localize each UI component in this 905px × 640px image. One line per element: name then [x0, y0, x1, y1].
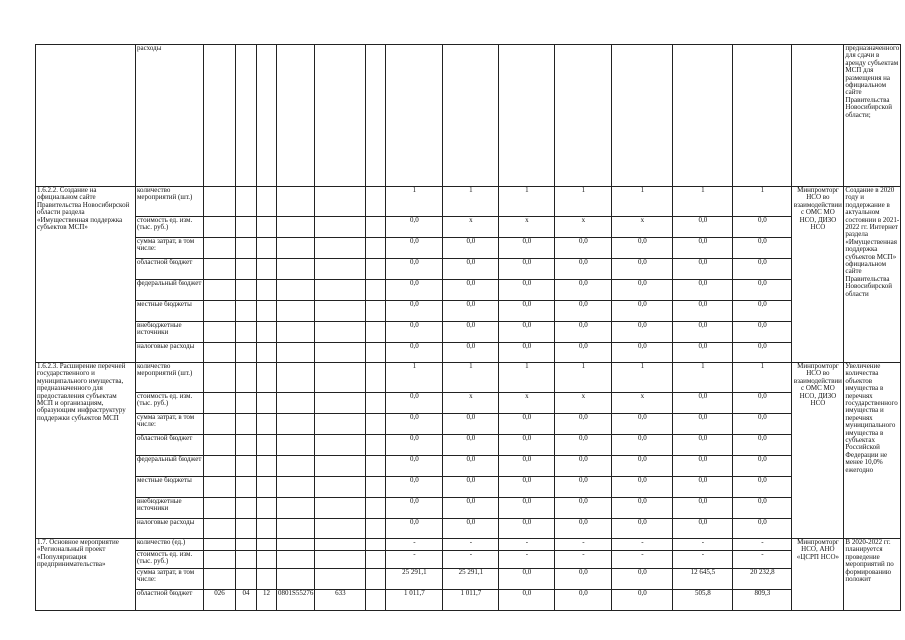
- value-cell: 0,0: [733, 217, 792, 238]
- value-cell: -: [612, 539, 673, 551]
- table-row: [36, 343, 901, 363]
- table-row: [36, 456, 901, 477]
- value-cell: -: [673, 551, 733, 569]
- value-cell: 0,0: [555, 238, 612, 259]
- code-cell: [315, 519, 366, 539]
- code-cell: [257, 217, 277, 238]
- code-cell: [315, 569, 366, 590]
- value-cell: 0,0: [555, 259, 612, 280]
- table-row: [36, 45, 901, 187]
- code-cell: [236, 456, 257, 477]
- code-cell: [236, 259, 257, 280]
- value-cell: 0,0: [612, 435, 673, 456]
- value-cell: 0,0: [673, 301, 733, 322]
- code-cell: [257, 301, 277, 322]
- code-cell: [257, 414, 277, 435]
- value-cell: 0,0: [443, 414, 499, 435]
- row-name-cell: [36, 45, 136, 187]
- code-cell: 633: [315, 590, 366, 611]
- code-cell: [277, 301, 315, 322]
- value-cell: 0,0: [386, 259, 443, 280]
- indicator-cell: местные бюджеты: [136, 301, 204, 322]
- code-cell: [315, 238, 366, 259]
- value-cell: 0,0: [733, 498, 792, 519]
- value-cell: 0,0: [499, 477, 555, 498]
- value-cell: 0,0: [443, 322, 499, 343]
- value-cell: 0,0: [612, 238, 673, 259]
- value-cell: -: [555, 551, 612, 569]
- value-cell: 0,0: [612, 456, 673, 477]
- value-cell: 25 291,1: [386, 569, 443, 590]
- value-cell: 0,0: [612, 590, 673, 611]
- code-cell: [257, 259, 277, 280]
- value-cell: 0,0: [555, 301, 612, 322]
- note-cell: В 2020-2022 гг. планируется проведение мероприятий по формированию положит: [844, 539, 901, 611]
- indicator-cell: стоимость ед. изм. (тыс. руб.): [136, 217, 204, 238]
- value-cell: 0,0: [555, 590, 612, 611]
- table-row: [36, 477, 901, 498]
- value-cell: x: [499, 217, 555, 238]
- value-cell: 0,0: [443, 456, 499, 477]
- indicator-cell: сумма затрат, в том числе:: [136, 569, 204, 590]
- code-cell: [204, 393, 236, 414]
- code-cell: [236, 477, 257, 498]
- table-row: [36, 187, 901, 217]
- value-cell: 0,0: [612, 301, 673, 322]
- value-cell: 1: [555, 187, 612, 217]
- code-cell: [257, 393, 277, 414]
- table-row: [36, 590, 901, 611]
- code-cell: [315, 414, 366, 435]
- code-cell: [277, 363, 315, 393]
- value-cell: 0,0: [555, 456, 612, 477]
- code-cell: [277, 456, 315, 477]
- code-cell: [257, 498, 277, 519]
- value-cell: 1: [733, 187, 792, 217]
- value-cell: 0,0: [673, 477, 733, 498]
- value-cell: -: [443, 551, 499, 569]
- value-cell: -: [612, 551, 673, 569]
- value-cell: 0,0: [443, 477, 499, 498]
- code-cell: [236, 363, 257, 393]
- value-cell: 0,0: [673, 259, 733, 280]
- table-row: [36, 322, 901, 343]
- indicator-cell: областной бюджет: [136, 590, 204, 611]
- indicator-cell: стоимость ед. изм. (тыс. руб.): [136, 551, 204, 569]
- value-cell: 0,0: [499, 301, 555, 322]
- code-cell: [277, 322, 315, 343]
- code-cell: [315, 280, 366, 301]
- indicator-cell: сумма затрат, в том числе:: [136, 238, 204, 259]
- activity-name-cell: 1.6.2.2. Создание на официальном сайте Правительства Новосибирской области раздела «Имущественная поддержка субъектов МСП»: [36, 187, 136, 363]
- value-cell: -: [386, 551, 443, 569]
- code-cell: [204, 301, 236, 322]
- value-cell: -: [386, 539, 443, 551]
- indicator-cell: областной бюджет: [136, 259, 204, 280]
- code-cell: [236, 343, 257, 363]
- value-cell: 1: [386, 187, 443, 217]
- value-cell: 0,0: [443, 519, 499, 539]
- table-row: [36, 217, 901, 238]
- code-cell: [277, 477, 315, 498]
- value-cell: 0,0: [386, 343, 443, 363]
- indicator-cell: областной бюджет: [136, 435, 204, 456]
- value-cell: 0,0: [443, 435, 499, 456]
- code-cell: 0801S55276: [277, 590, 315, 611]
- value-cell: -: [443, 539, 499, 551]
- code-cell: [315, 343, 366, 363]
- code-cell: 12: [257, 590, 277, 611]
- value-cell: 0,0: [733, 238, 792, 259]
- value-cell: 1: [733, 363, 792, 393]
- value-cell: 0,0: [555, 280, 612, 301]
- value-cell: 0,0: [733, 280, 792, 301]
- indicator-cell: количество (ед.): [136, 539, 204, 551]
- value-cell: x: [499, 393, 555, 414]
- value-cell: 0,0: [612, 477, 673, 498]
- value-cell: 0,0: [499, 498, 555, 519]
- value-cell: -: [733, 551, 792, 569]
- value-cell: 0,0: [612, 343, 673, 363]
- value-cell: 12 645,5: [673, 569, 733, 590]
- value-cell: 0,0: [499, 280, 555, 301]
- code-cell: [257, 435, 277, 456]
- code-cell: [277, 280, 315, 301]
- code-cell: [236, 551, 257, 569]
- value-cell: 0,0: [673, 280, 733, 301]
- table-row: [36, 280, 901, 301]
- value-cell: 25 291,1: [443, 569, 499, 590]
- code-cell: [277, 519, 315, 539]
- code-cell: [236, 301, 257, 322]
- indicator-cell: внебюджетные источники: [136, 322, 204, 343]
- value-cell: 0,0: [555, 322, 612, 343]
- code-cell: [277, 551, 315, 569]
- code-cell: [277, 238, 315, 259]
- code-cell: [204, 343, 236, 363]
- value-cell: -: [733, 539, 792, 551]
- budget-table: [35, 44, 901, 611]
- value-cell: 0,0: [673, 519, 733, 539]
- value-cell: 0,0: [612, 519, 673, 539]
- code-cell: [257, 519, 277, 539]
- value-cell: 0,0: [555, 477, 612, 498]
- code-cell: [236, 435, 257, 456]
- code-cell: [315, 363, 366, 393]
- code-cell: [257, 322, 277, 343]
- activity-name-cell: 1.6.2.3. Расширение перечней государственного и муниципального имущества, предназначенного для предоставления субъектам МСП и организациям, образующим инфраструктуру поддержки субъектов МСП: [36, 363, 136, 539]
- code-cell: [236, 569, 257, 590]
- table-row: [36, 301, 901, 322]
- indicator-cell: федеральный бюджет: [136, 280, 204, 301]
- code-cell: [257, 343, 277, 363]
- value-cell: 0,0: [386, 456, 443, 477]
- value-cell: x: [443, 393, 499, 414]
- code-cell: [257, 539, 277, 551]
- code-cell: [257, 238, 277, 259]
- code-cell: [257, 551, 277, 569]
- value-cell: -: [673, 539, 733, 551]
- code-cell: [315, 539, 366, 551]
- value-cell: 0,0: [673, 435, 733, 456]
- code-cell: [204, 259, 236, 280]
- value-cell: 0,0: [733, 259, 792, 280]
- value-cell: 0,0: [386, 498, 443, 519]
- value-cell: x: [612, 217, 673, 238]
- value-cell: 0,0: [612, 259, 673, 280]
- value-cell: 0,0: [733, 343, 792, 363]
- code-cell: [315, 187, 366, 217]
- code-cell: [277, 217, 315, 238]
- code-cell: [277, 435, 315, 456]
- code-cell: [277, 259, 315, 280]
- value-cell: 809,3: [733, 590, 792, 611]
- value-cell: 0,0: [673, 498, 733, 519]
- value-cell: 0,0: [499, 590, 555, 611]
- code-cell: [257, 363, 277, 393]
- value-cell: x: [443, 217, 499, 238]
- code-cell: [257, 280, 277, 301]
- value-cell: 0,0: [386, 435, 443, 456]
- code-cell: [236, 238, 257, 259]
- value-cell: 1: [612, 187, 673, 217]
- executor-cell: Минпромторг НСО во взаимодействии с ОМС МО НСО, ДИЗО НСО: [792, 363, 844, 539]
- code-cell: 026: [204, 590, 236, 611]
- code-cell: [236, 187, 257, 217]
- indicator-cell: сумма затрат, в том числе:: [136, 414, 204, 435]
- value-cell: 1: [673, 187, 733, 217]
- value-cell: 0,0: [612, 280, 673, 301]
- value-cell: 0,0: [443, 259, 499, 280]
- code-cell: [204, 456, 236, 477]
- value-cell: 0,0: [612, 414, 673, 435]
- value-cell: 0,0: [555, 343, 612, 363]
- code-cell: [236, 498, 257, 519]
- value-cell: 0,0: [733, 435, 792, 456]
- value-cell: 0,0: [499, 259, 555, 280]
- value-cell: 0,0: [673, 393, 733, 414]
- value-cell: 1: [443, 363, 499, 393]
- code-cell: [315, 498, 366, 519]
- note-cell: Увеличение количества объектов имущества в перечнях государственного имущества и перечнях муниципального имущества в субъектах Российской Федерации не менее 10,0% ежегодно: [844, 363, 901, 539]
- indicator-cell: местные бюджеты: [136, 477, 204, 498]
- table-row: [36, 238, 901, 259]
- table-row: [36, 498, 901, 519]
- value-cell: 0,0: [555, 569, 612, 590]
- indicator-cell: внебюджетные источники: [136, 498, 204, 519]
- code-cell: [204, 322, 236, 343]
- code-cell: [315, 456, 366, 477]
- value-cell: -: [499, 539, 555, 551]
- code-cell: [204, 435, 236, 456]
- value-cell: 0,0: [733, 456, 792, 477]
- value-cell: 1: [673, 363, 733, 393]
- value-cell: 0,0: [612, 498, 673, 519]
- table-row: [36, 539, 901, 551]
- code-cell: [204, 414, 236, 435]
- value-cell: 1: [499, 187, 555, 217]
- indicator-cell: стоимость ед. изм. (тыс. руб.): [136, 393, 204, 414]
- value-cell: x: [612, 393, 673, 414]
- value-cell: 0,0: [555, 498, 612, 519]
- note-cell: предназначенного для сдачи в аренду субъектам МСП для размещения на официальном сайте Правительства Новосибирской области;: [844, 45, 901, 187]
- code-cell: [315, 393, 366, 414]
- value-cell: 0,0: [499, 435, 555, 456]
- value-cell: 0,0: [443, 280, 499, 301]
- table-row: [36, 519, 901, 539]
- value-cell: 0,0: [386, 301, 443, 322]
- code-cell: [257, 477, 277, 498]
- code-cell: [236, 393, 257, 414]
- executor-cell: Минпромторг НСО во взаимодействии с ОМС МО НСО, ДИЗО НСО: [792, 187, 844, 363]
- value-cell: 0,0: [386, 519, 443, 539]
- table-row: [36, 393, 901, 414]
- code-cell: [315, 435, 366, 456]
- value-cell: 0,0: [499, 322, 555, 343]
- value-cell: 0,0: [443, 238, 499, 259]
- code-cell: [204, 238, 236, 259]
- code-cell: [257, 187, 277, 217]
- code-cell: [236, 539, 257, 551]
- value-cell: 0,0: [673, 456, 733, 477]
- code-cell: [315, 259, 366, 280]
- value-cell: 0,0: [555, 414, 612, 435]
- code-cell: [277, 539, 315, 551]
- value-cell: 0,0: [733, 322, 792, 343]
- code-cell: [236, 280, 257, 301]
- value-cell: 0,0: [386, 393, 443, 414]
- value-cell: 0,0: [499, 414, 555, 435]
- code-cell: [257, 569, 277, 590]
- value-cell: 0,0: [612, 322, 673, 343]
- indicator-cell: расходы: [136, 45, 204, 187]
- code-cell: [236, 414, 257, 435]
- value-cell: 0,0: [733, 477, 792, 498]
- value-cell: 1: [555, 363, 612, 393]
- value-cell: 0,0: [386, 477, 443, 498]
- value-cell: 0,0: [733, 393, 792, 414]
- value-cell: -: [499, 551, 555, 569]
- value-cell: 0,0: [443, 343, 499, 363]
- value-cell: 0,0: [673, 343, 733, 363]
- code-cell: [277, 569, 315, 590]
- value-cell: 1: [443, 187, 499, 217]
- value-cell: 1: [612, 363, 673, 393]
- value-cell: 0,0: [443, 301, 499, 322]
- value-cell: 0,0: [733, 414, 792, 435]
- code-cell: [204, 539, 236, 551]
- value-cell: 0,0: [673, 322, 733, 343]
- code-cell: [204, 363, 236, 393]
- code-cell: [204, 519, 236, 539]
- note-cell: Создание в 2020 году и поддержание в актуальном состоянии в 2021-2022 гг. Интернет раздела «Имущественная поддержка субъектов МСП» официальном сайте Правительства Новосибирской области: [844, 187, 901, 363]
- value-cell: 0,0: [733, 301, 792, 322]
- code-cell: [204, 217, 236, 238]
- value-cell: 0,0: [443, 498, 499, 519]
- value-cell: 0,0: [673, 414, 733, 435]
- value-cell: 0,0: [555, 519, 612, 539]
- code-cell: [315, 551, 366, 569]
- value-cell: x: [555, 217, 612, 238]
- code-cell: [277, 498, 315, 519]
- indicator-cell: федеральный бюджет: [136, 456, 204, 477]
- code-cell: 04: [236, 590, 257, 611]
- code-cell: [204, 551, 236, 569]
- code-cell: [204, 477, 236, 498]
- value-cell: 0,0: [555, 435, 612, 456]
- value-cell: 0,0: [386, 238, 443, 259]
- code-cell: [315, 477, 366, 498]
- value-cell: 0,0: [612, 569, 673, 590]
- value-cell: 0,0: [499, 456, 555, 477]
- table-row: [36, 414, 901, 435]
- value-cell: 1 011,7: [386, 590, 443, 611]
- value-cell: 20 232,8: [733, 569, 792, 590]
- code-cell: [236, 217, 257, 238]
- value-cell: 0,0: [386, 322, 443, 343]
- value-cell: 0,0: [733, 519, 792, 539]
- code-cell: [204, 280, 236, 301]
- code-cell: [277, 187, 315, 217]
- value-cell: 1: [499, 363, 555, 393]
- code-cell: [204, 187, 236, 217]
- table-row: [36, 551, 901, 569]
- activity-name-cell: 1.7. Основное мероприятие «Региональный проект «Популяризация предпринимательства»: [36, 539, 136, 611]
- code-cell: [204, 569, 236, 590]
- code-cell: [315, 217, 366, 238]
- value-cell: 0,0: [499, 569, 555, 590]
- code-cell: [236, 322, 257, 343]
- value-cell: 0,0: [386, 414, 443, 435]
- table-row: [36, 259, 901, 280]
- code-cell: [277, 343, 315, 363]
- table-row: [36, 569, 901, 590]
- value-cell: 0,0: [499, 519, 555, 539]
- code-cell: [315, 301, 366, 322]
- code-cell: [236, 519, 257, 539]
- code-cell: [277, 393, 315, 414]
- value-cell: 0,0: [499, 343, 555, 363]
- indicator-cell: количество мероприятий (шт.): [136, 187, 204, 217]
- code-cell: [277, 414, 315, 435]
- code-cell: [257, 456, 277, 477]
- value-cell: 0,0: [499, 238, 555, 259]
- executor-cell: Минпромторг НСО, АНО «ЦСРП НСО»: [792, 539, 844, 611]
- value-cell: 0,0: [673, 217, 733, 238]
- code-cell: [315, 322, 366, 343]
- value-cell: 0,0: [386, 280, 443, 301]
- value-cell: 505,8: [673, 590, 733, 611]
- code-cell: [204, 498, 236, 519]
- value-cell: 1: [386, 363, 443, 393]
- value-cell: -: [555, 539, 612, 551]
- value-cell: x: [555, 393, 612, 414]
- table-row: [36, 435, 901, 456]
- value-cell: 1 011,7: [443, 590, 499, 611]
- value-cell: 0,0: [673, 238, 733, 259]
- table-row: [36, 363, 901, 393]
- indicator-cell: налоговые расходы: [136, 519, 204, 539]
- indicator-cell: количество мероприятий (шт.): [136, 363, 204, 393]
- value-cell: 0,0: [386, 217, 443, 238]
- indicator-cell: налоговые расходы: [136, 343, 204, 363]
